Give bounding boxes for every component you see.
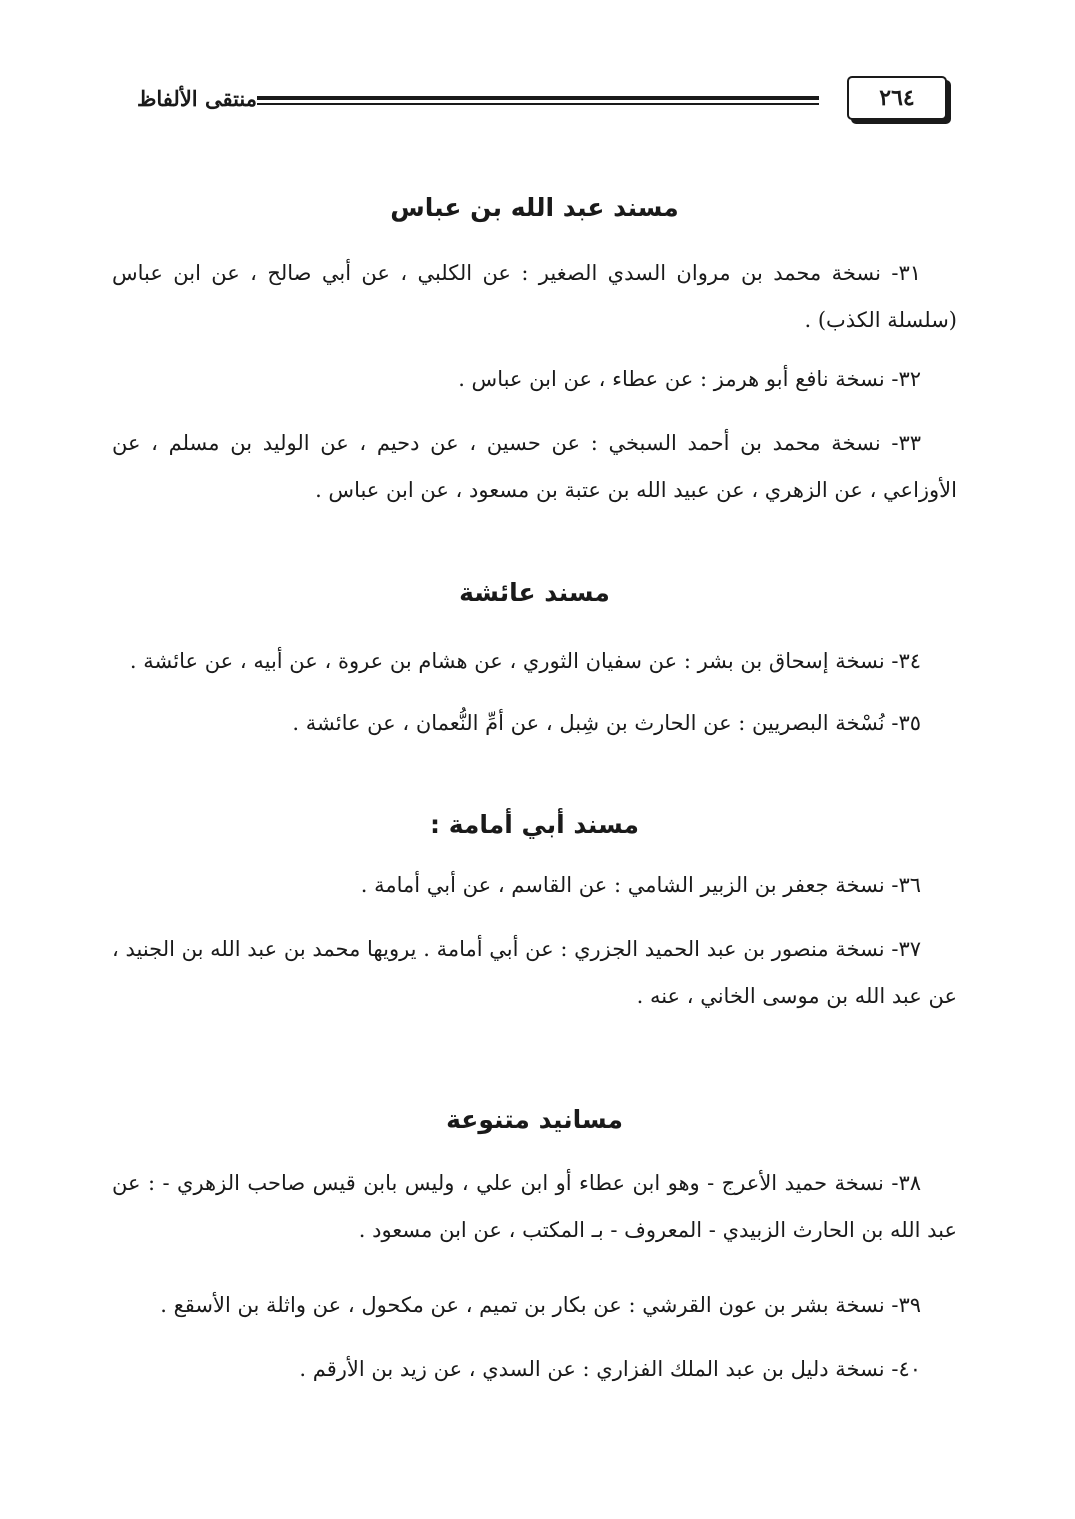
entry-32: ٣٢- نسخة نافع أبو هرمز : عن عطاء ، عن ابن عباس . [458, 367, 921, 391]
entry-40: ٤٠- نسخة دليل بن عبد الملك الفزاري : عن السدي ، عن زيد بن الأرقم . [299, 1357, 921, 1381]
header-rule [257, 96, 819, 108]
section-heading-aisha: مسند عائشة [459, 578, 610, 607]
section-heading-abi-umama: مسند أبي أمامة : [430, 810, 639, 839]
entry-39: ٣٩- نسخة بشر بن عون القرشي : عن بكار بن تميم ، عن مكحول ، عن واثلة بن الأسقع . [160, 1293, 921, 1317]
entry-36: ٣٦- نسخة جعفر بن الزبير الشامي : عن القاسم ، عن أبي أمامة . [360, 873, 921, 897]
section-heading-ibn-abbas: مسند عبد الله بن عباس [390, 193, 679, 222]
running-header [110, 70, 955, 130]
entry-31: ٣١- نسخة محمد بن مروان السدي الصغير : عن الكلبي ، عن أبي صالح ، عن ابن عباس (سلسلة الكذب) . [112, 261, 957, 332]
header-rule-thick [257, 96, 819, 100]
entry-35: ٣٥- نُسْخة البصريين : عن الحارث بن شِبل ، عن أمِّ النُّعمان ، عن عائشة . [292, 711, 921, 735]
header-rule-thin [257, 103, 819, 105]
book-title: منتقى الألفاظ [136, 86, 257, 111]
entry-34: ٣٤- نسخة إسحاق بن بشر : عن سفيان الثوري ، عن هشام بن عروة ، عن أبيه ، عن عائشة . [129, 649, 921, 673]
entry-37: ٣٧- نسخة منصور بن عبد الحميد الجزري : عن أبي أمامة . يرويها محمد بن عبد الله بن الجنيد ، عن عبد الله بن موسى الخاني ، عنه . [112, 937, 957, 1008]
entry-33: ٣٣- نسخة محمد بن أحمد السبخي : عن حسين ، عن دحيم ، عن الوليد بن مسلم ، عن الأوزاعي ، عن الزهري ، عن عبيد الله بن عتبة بن مسعود ، عن ابن عباس . [112, 431, 957, 502]
entry-38: ٣٨- نسخة حميد الأعرج - وهو ابن عطاء أو ابن علي ، وليس بابن قيس صاحب الزهري - : عن عبد الله بن الحارث الزبيدي - المعروف - بـ المكتب ، عن ابن مسعود . [112, 1171, 957, 1242]
page-number: ٢٦٤ [847, 76, 947, 120]
section-heading-misc: مسانيد متنوعة [446, 1105, 623, 1134]
